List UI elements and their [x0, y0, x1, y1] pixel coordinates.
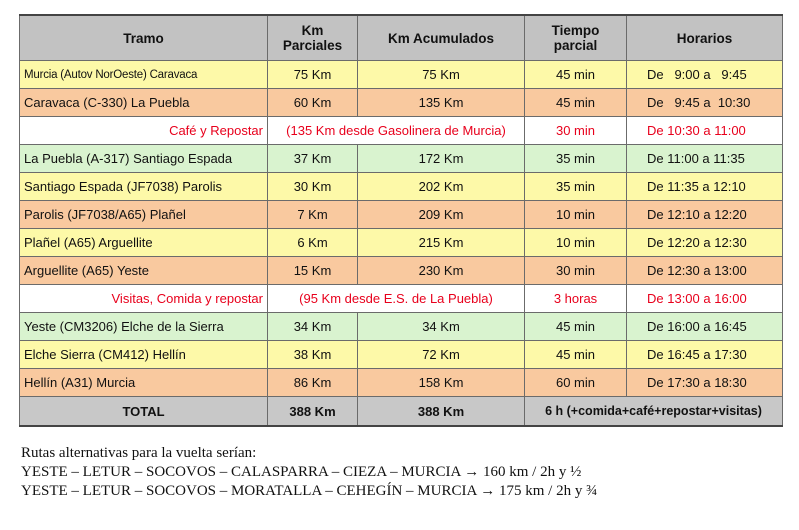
tramo-cell: Caravaca (C-330) La Puebla [20, 89, 268, 117]
km-parciales-cell: 6 Km [268, 229, 358, 257]
tiempo-cell: 45 min [525, 341, 627, 369]
km-parciales-cell: 37 Km [268, 145, 358, 173]
km-parciales-cell: 7 Km [268, 201, 358, 229]
tramo-cell: Plañel (A65) Arguellite [20, 229, 268, 257]
table-row [20, 313, 783, 341]
horario-cell: De 12:20 a 12:30 [627, 229, 783, 257]
km-acumulados-cell: 230 Km [358, 257, 525, 285]
horario-text: De 9:45 a 10:30 [647, 95, 751, 110]
tramo-cell: Santiago Espada (JF7038) Parolis [20, 173, 268, 201]
stop-distance-cell: (95 Km desde E.S. de La Puebla) [268, 285, 525, 313]
stop-row [20, 285, 783, 313]
km-acumulados-cell: 202 Km [358, 173, 525, 201]
alternative-route-1: YESTE – LETUR – SOCOVOS – CALASPARRA – CIEZA – MURCIA → 160 km / 2h y ½ [21, 464, 582, 480]
tiempo-cell: 10 min [525, 201, 627, 229]
tiempo-cell: 30 min [525, 117, 627, 145]
header-km-acumulados: Km Acumulados [358, 15, 525, 61]
header-tiempo-line2: parcial [553, 38, 598, 53]
table-row [20, 341, 783, 369]
horario-cell: De 12:30 a 13:00 [627, 257, 783, 285]
km-parciales-cell: 38 Km [268, 341, 358, 369]
tiempo-cell: 10 min [525, 229, 627, 257]
tiempo-cell: 60 min [525, 369, 627, 397]
notes-intro: Rutas alternativas para la vuelta serían: [21, 445, 257, 461]
header-tiempo-parcial [525, 15, 627, 61]
horario-cell: De 17:30 a 18:30 [627, 369, 783, 397]
total-km-cell: 388 Km [268, 397, 358, 427]
km-acumulados-cell: 34 Km [358, 313, 525, 341]
table-row [20, 257, 783, 285]
table-row [20, 201, 783, 229]
tiempo-cell: 45 min [525, 61, 627, 89]
horario-cell: De 16:00 a 16:45 [627, 313, 783, 341]
km-parciales-cell: 86 Km [268, 369, 358, 397]
km-parciales-cell: 60 Km [268, 89, 358, 117]
stop-label-cell: Café y Repostar [20, 117, 268, 145]
table-row [20, 173, 783, 201]
table-row [20, 61, 783, 89]
km-acumulados-cell: 72 Km [358, 341, 525, 369]
tramo-cell: Murcia (Autov NorOeste) Caravaca [20, 61, 268, 89]
tiempo-cell: 45 min [525, 313, 627, 341]
header-tramo: Tramo [20, 15, 268, 61]
header-horarios: Horarios [627, 15, 783, 61]
total-row [20, 397, 783, 427]
stop-distance-cell: (135 Km desde Gasolinera de Murcia) [268, 117, 525, 145]
tiempo-cell: 45 min [525, 89, 627, 117]
horario-cell: De 11:00 a 11:35 [627, 145, 783, 173]
table-row [20, 229, 783, 257]
header-km-parciales [268, 15, 358, 61]
horario-cell [627, 61, 783, 89]
km-parciales-cell: 75 Km [268, 61, 358, 89]
km-acumulados-cell: 158 Km [358, 369, 525, 397]
tramo-cell: La Puebla (A-317) Santiago Espada [20, 145, 268, 173]
km-acumulados-cell: 209 Km [358, 201, 525, 229]
horario-cell: De 13:00 a 16:00 [627, 285, 783, 313]
header-tiempo-line1: Tiempo [551, 23, 600, 38]
alternative-route-2: YESTE – LETUR – SOCOVOS – MORATALLA – CEHEGÍN – MURCIA → 175 km / 2h y ¾ [21, 483, 598, 499]
route-table [19, 14, 783, 427]
km-acumulados-cell: 135 Km [358, 89, 525, 117]
km-parciales-cell: 15 Km [268, 257, 358, 285]
horario-cell: De 11:35 a 12:10 [627, 173, 783, 201]
horario-text: De 9:00 a 9:45 [647, 67, 747, 82]
stop-row [20, 117, 783, 145]
tiempo-cell: 30 min [525, 257, 627, 285]
tiempo-cell: 3 horas [525, 285, 627, 313]
horario-cell [627, 89, 783, 117]
horario-cell: De 12:10 a 12:20 [627, 201, 783, 229]
tramo-cell: Parolis (JF7038/A65) Plañel [20, 201, 268, 229]
total-tiempo-cell: 6 h (+comida+café+repostar+visitas) [525, 397, 783, 427]
alternative-routes-notes [21, 444, 597, 501]
table-row [20, 145, 783, 173]
tramo-cell: Arguellite (A65) Yeste [20, 257, 268, 285]
tiempo-cell: 35 min [525, 145, 627, 173]
table-row [20, 89, 783, 117]
horario-cell: De 10:30 a 11:00 [627, 117, 783, 145]
tramo-cell: Hellín (A31) Murcia [20, 369, 268, 397]
header-km-parciales-line2: Parciales [282, 38, 343, 53]
km-parciales-cell: 34 Km [268, 313, 358, 341]
total-acum-cell: 388 Km [358, 397, 525, 427]
header-row [20, 15, 783, 61]
stop-label-cell: Visitas, Comida y repostar [20, 285, 268, 313]
tramo-cell: Elche Sierra (CM412) Hellín [20, 341, 268, 369]
km-parciales-cell: 30 Km [268, 173, 358, 201]
header-km-parciales-line1: Km [301, 23, 324, 38]
tramo-cell: Yeste (CM3206) Elche de la Sierra [20, 313, 268, 341]
total-label-cell: TOTAL [20, 397, 268, 427]
km-acumulados-cell: 75 Km [358, 61, 525, 89]
horario-cell: De 16:45 a 17:30 [627, 341, 783, 369]
km-acumulados-cell: 215 Km [358, 229, 525, 257]
tiempo-cell: 35 min [525, 173, 627, 201]
table-row [20, 369, 783, 397]
km-acumulados-cell: 172 Km [358, 145, 525, 173]
